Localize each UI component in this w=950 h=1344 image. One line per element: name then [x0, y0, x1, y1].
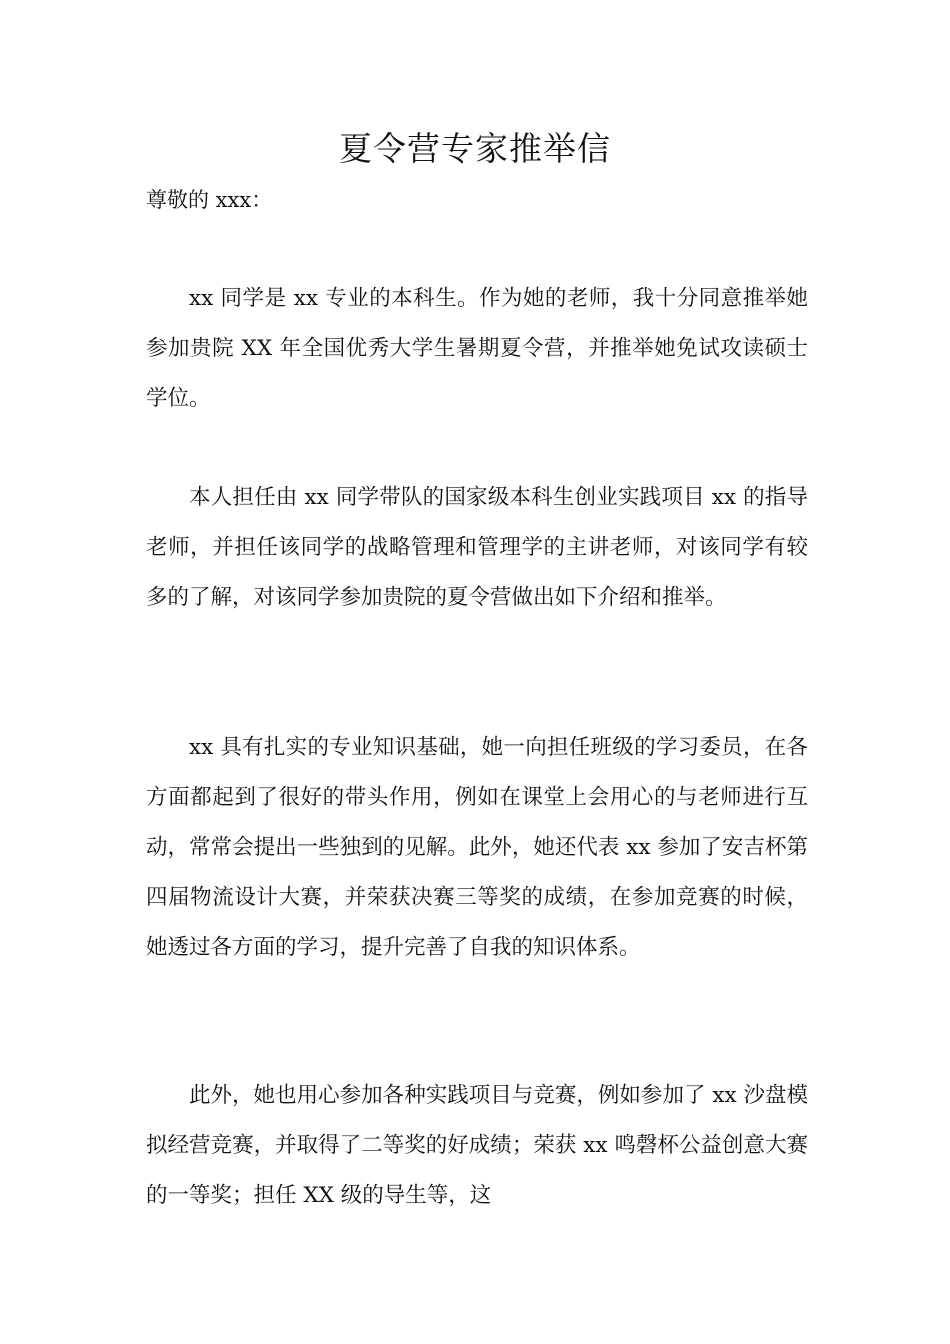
paragraph-3: xx 具有扎实的专业知识基础，她一向担任班级的学习委员，在各方面都起到了很好的带头作用，例如在课堂上会用心的与老师进行互动，常常会提出一些独到的见解。此外，她还代表 xx 参加了安吉杯第四届物流设计大赛，并荣获决赛三等奖的成绩，在参加竞赛的时候，她透过各方面的学习，提升完善了自我的知识体系。	[146, 735, 808, 960]
paragraph-4: 此外，她也用心参加各种实践项目与竞赛，例如参加了 xx 沙盘模拟经营竞赛，并取得了二等奖的好成绩；荣获 xx 鸣磬杯公益创意大赛的一等奖；担任 XX 级的导生等，这	[146, 1083, 808, 1208]
paragraph-1: xx 同学是 xx 专业的本科生。作为她的老师，我十分同意推举她参加贵院 XX 年全国优秀大学生暑期夏令营，并推举她免试攻读硕士学位。	[146, 286, 808, 411]
document-title: 夏令营专家推举信	[339, 129, 611, 168]
salutation: 尊敬的 xxx：	[146, 188, 273, 212]
paragraph-2: 本人担任由 xx 同学带队的国家级本科生创业实践项目 xx 的指导老师，并担任该同学的战略管理和管理学的主讲老师，对该同学有较多的了解，对该同学参加贵院的夏令营做出如下介绍和推举。	[146, 485, 808, 610]
